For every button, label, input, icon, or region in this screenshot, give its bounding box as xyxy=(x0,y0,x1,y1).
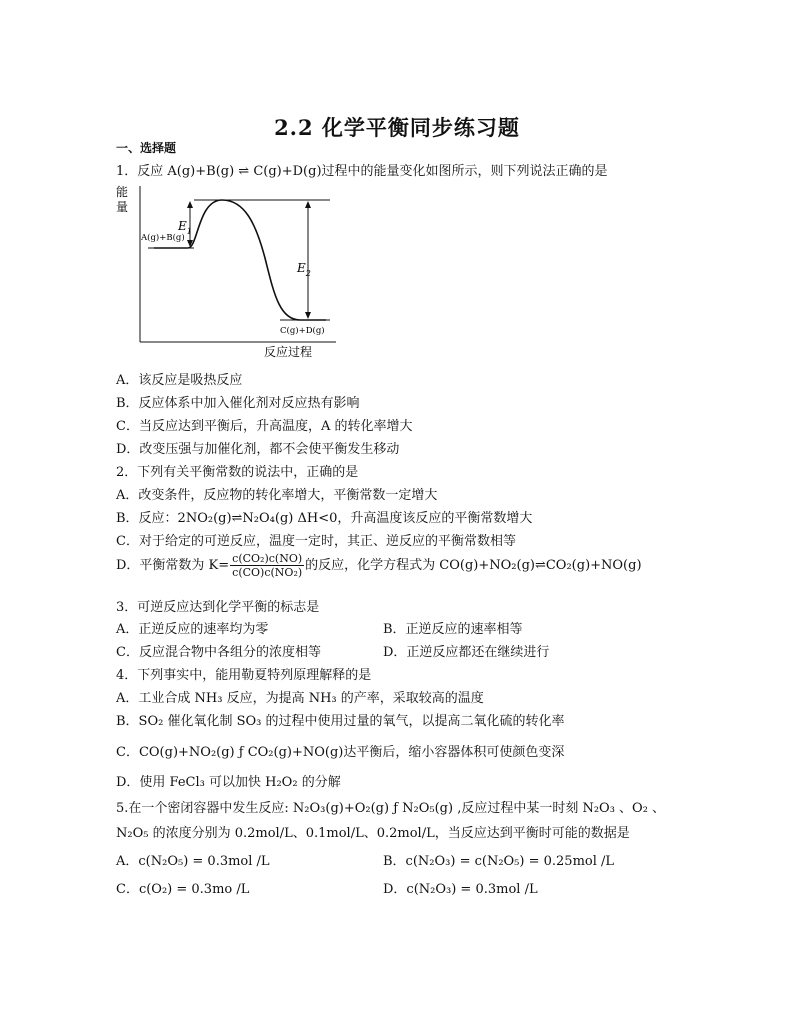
q5-stem-line2: N₂O₅ 的浓度分别为 0.2mol/L、0.1mol/L、0.2mol/L，当反应达到平衡时可能的数据是 xyxy=(116,826,630,841)
q4-option-b: B．SO₂ 催化氧化制 SO₃ 的过程中使用过量的氧气，以提高二氧化硫的转化率 xyxy=(116,714,565,729)
page-title: 2.2 化学平衡同步练习题 xyxy=(274,115,520,140)
q2-option-c: C．对于给定的可逆反应，温度一定时，其正、逆反应的平衡常数相等 xyxy=(116,534,516,549)
q3-stem: 3．可逆反应达到化学平衡的标志是 xyxy=(116,600,320,615)
q4-stem: 4．下列事实中，能用勒夏特列原理解释的是 xyxy=(116,668,372,683)
q1-option-b: B．反应体系中加入催化剂对反应热有影响 xyxy=(116,396,360,411)
q5-stem-line1: 5.在一个密闭容器中发生反应: N₂O₃(g)+O₂(g) ƒ N₂O₅(g) ,反应过程中某一时刻 N₂O₃ 、O₂ 、 xyxy=(116,801,666,816)
q1-option-a: A．该反应是吸热反应 xyxy=(116,373,243,388)
q2-d-suffix: 的反应，化学方程式为 CO(g)+NO₂(g)⇌CO₂(g)+NO(g) xyxy=(305,558,642,573)
e2-label: $E_2$ xyxy=(297,261,311,278)
q4-option-a: A．工业合成 NH₃ 反应，为提高 NH₃ 的产率，采取较高的温度 xyxy=(116,691,484,706)
reactant-label: A(g)+B(g) xyxy=(141,233,185,243)
q2-option-d xyxy=(116,552,642,579)
q1-stem: 1．反应 A(g)+B(g) ⇌ C(g)+D(g)过程中的能量变化如图所示，则下列说法正确的是 xyxy=(116,164,608,179)
q2-d-denominator: c(CO)c(NO₂) xyxy=(232,566,303,579)
section-heading: 一、选择题 xyxy=(116,141,177,155)
q3-option-c: C．反应混合物中各组分的浓度相等 xyxy=(116,645,321,660)
q2-d-prefix: D．平衡常数为 K= xyxy=(116,558,230,573)
q2-stem: 2．下列有关平衡常数的说法中，正确的是 xyxy=(116,465,359,480)
q4-option-d: D．使用 FeCl₃ 可以加快 H₂O₂ 的分解 xyxy=(116,775,341,790)
diagram-energy-curve xyxy=(154,200,326,320)
e1-label: $E_1$ xyxy=(178,219,192,236)
q2-d-fraction xyxy=(230,552,304,579)
q3-option-d: D．正逆反应都还在继续进行 xyxy=(383,645,550,660)
q5-option-d: D．c(N₂O₃) = 0.3mol /L xyxy=(383,882,538,897)
diagram-ylabel-top: 能 xyxy=(116,185,129,199)
e1-arrowhead-top xyxy=(187,201,193,208)
e2-arrowhead-bottom xyxy=(305,312,311,319)
product-label: C(g)+D(g) xyxy=(280,326,325,336)
energy-diagram xyxy=(114,182,344,364)
diagram-xlabel: 反应过程 xyxy=(264,345,313,359)
q3-option-a: A．正逆反应的速率均为零 xyxy=(116,622,269,637)
q1-option-d: D．改变压强与加催化剂，都不会使平衡发生移动 xyxy=(116,442,400,457)
q1-option-c: C．当反应达到平衡后，升高温度，A 的转化率增大 xyxy=(116,419,413,434)
q2-d-numerator: c(CO₂)c(NO) xyxy=(232,552,303,565)
e2-arrowhead-top xyxy=(305,201,311,208)
q5-option-b: B．c(N₂O₃) = c(N₂O₅) = 0.25mol /L xyxy=(383,854,615,869)
q2-option-b: B．反应：2NO₂(g)⇌N₂O₄(g) ΔH<0，升高温度该反应的平衡常数增大 xyxy=(116,511,533,526)
diagram-ylabel-bottom: 量 xyxy=(116,200,129,214)
q2-option-a: A．改变条件，反应物的转化率增大，平衡常数一定增大 xyxy=(116,488,438,503)
q4-option-c: C．CO(g)+NO₂(g) ƒ CO₂(g)+NO(g)达平衡后，缩小容器体积可使颜色变深 xyxy=(116,745,565,760)
q3-option-b: B．正逆反应的速率相等 xyxy=(383,622,523,637)
q5-option-a: A．c(N₂O₅) = 0.3mol /L xyxy=(116,854,270,869)
q5-option-c: C．c(O₂) = 0.3mo /L xyxy=(116,882,250,897)
